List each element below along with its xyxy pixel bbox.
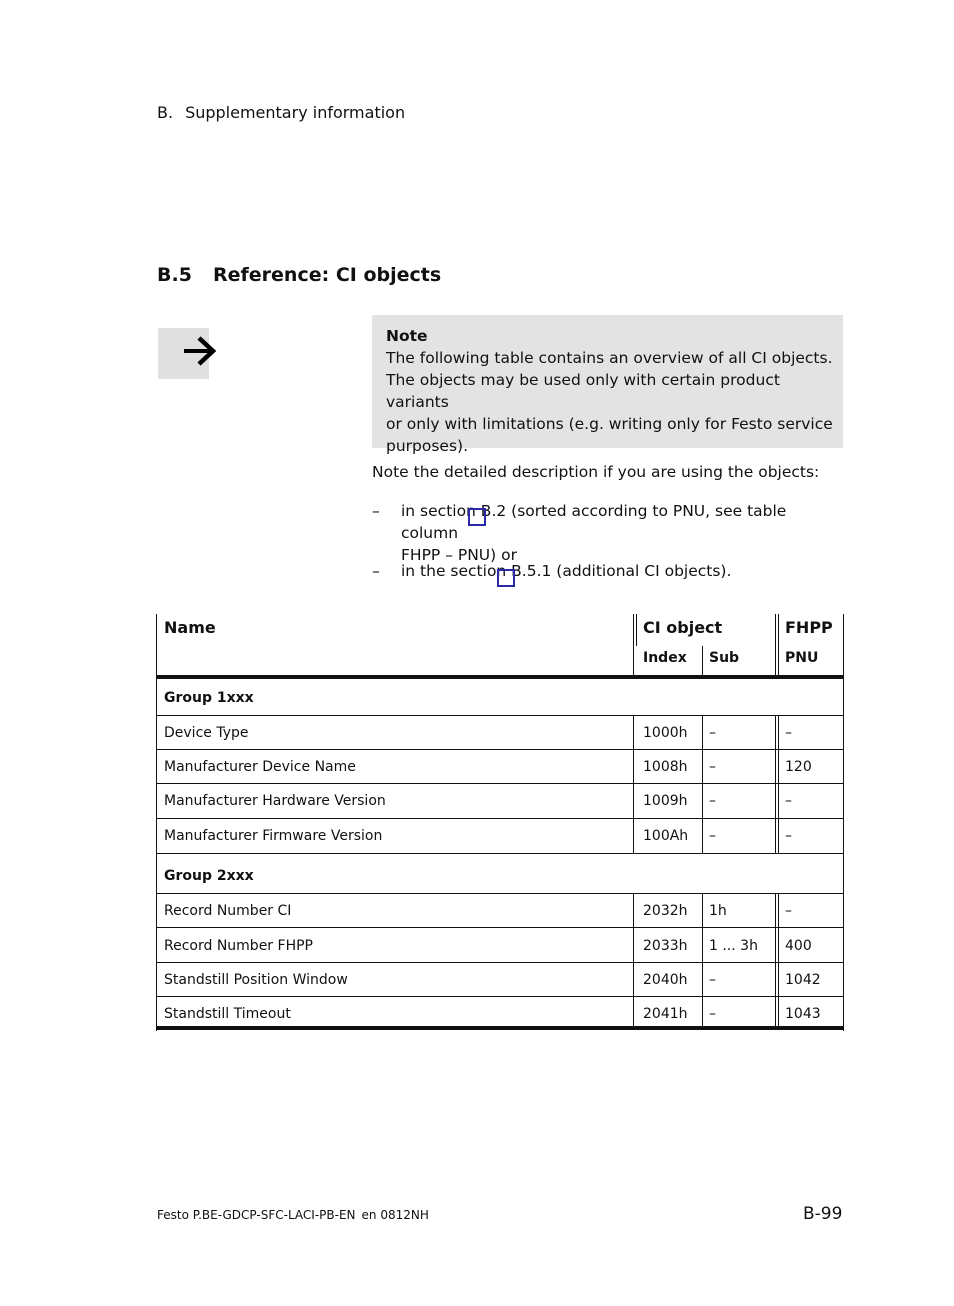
cell-pnu: 120 [785, 759, 812, 775]
cell-sub: 1 ... 3h [709, 938, 758, 954]
cell-index: 2041h [643, 1006, 688, 1022]
column-header-ci-object: CI object [643, 618, 723, 637]
section-heading [157, 264, 441, 286]
cell-index: 100Ah [643, 828, 689, 844]
cell-name: Manufacturer Firmware Version [164, 828, 383, 844]
intro-text: Note the detailed description if you are using the objects: [372, 463, 820, 481]
cell-index: 1008h [643, 759, 688, 775]
cell-sub: – [709, 1006, 716, 1022]
cell-sub: – [709, 828, 716, 844]
cell-pnu: – [785, 793, 792, 809]
cell-index: 1000h [643, 725, 688, 741]
cell-sub: – [709, 725, 716, 741]
cell-pnu: 400 [785, 938, 812, 954]
note-line: The following table contains an overview of all CI objects. [386, 349, 833, 367]
cell-name: Standstill Timeout [164, 1006, 291, 1022]
note-box [372, 315, 843, 455]
bullet-line: FHPP – PNU) or [401, 546, 517, 564]
bullet-item [372, 560, 847, 582]
cell-pnu: – [785, 828, 792, 844]
footer-doc: Festo P.BE-GDCP-SFC-LACI-PB-EN [157, 1208, 356, 1222]
note-icon-box [158, 328, 209, 379]
note-line: or only with limitations (e.g. writing only for Festo service [386, 415, 833, 433]
footer-lang: en 0812NH [361, 1208, 429, 1222]
cell-sub: 1h [709, 903, 727, 919]
group-label: Group 1xxx [164, 690, 254, 706]
cell-pnu: – [785, 725, 792, 741]
cell-pnu: 1042 [785, 972, 821, 988]
footer-document-id [157, 1208, 429, 1222]
cell-pnu: 1043 [785, 1006, 821, 1022]
page-number: B-99 [803, 1204, 843, 1224]
bullet-item [372, 500, 847, 564]
cell-name: Device Type [164, 725, 249, 741]
cell-name: Standstill Position Window [164, 972, 348, 988]
note-line: The objects may be used only with certain product variants [386, 371, 780, 411]
cell-name: Record Number CI [164, 903, 292, 919]
cell-sub: – [709, 759, 716, 775]
cell-index: 2040h [643, 972, 688, 988]
bullet-dash: – [372, 562, 380, 580]
note-line: purposes). [386, 437, 469, 455]
bullet-dash: – [372, 502, 380, 520]
cross-reference-link[interactable] [468, 508, 486, 526]
cell-index: 2032h [643, 903, 688, 919]
cell-name: Manufacturer Device Name [164, 759, 356, 775]
cell-index: 1009h [643, 793, 688, 809]
bullet-line: in section B.2 (sorted according to PNU, see table column [401, 502, 787, 542]
arrow-right-icon [182, 333, 218, 369]
ci-objects-table [156, 614, 844, 1031]
cross-reference-link[interactable] [497, 569, 515, 587]
cell-name: Record Number FHPP [164, 938, 313, 954]
section-number: B.5 [157, 264, 192, 286]
running-header-title: Supplementary information [185, 103, 406, 122]
column-header-index: Index [643, 650, 687, 666]
cell-pnu: – [785, 903, 792, 919]
cell-sub: – [709, 972, 716, 988]
group-label: Group 2xxx [164, 868, 254, 884]
note-title: Note [386, 327, 428, 345]
column-header-fhpp: FHPP [785, 618, 833, 637]
bullet-line: in the section B.5.1 (additional CI objects). [401, 562, 732, 580]
cell-name: Manufacturer Hardware Version [164, 793, 386, 809]
running-header-number: B. [157, 103, 174, 122]
section-title: Reference: CI objects [213, 264, 442, 286]
running-header [157, 103, 405, 122]
column-header-pnu: PNU [785, 650, 819, 666]
cell-sub: – [709, 793, 716, 809]
column-header-name: Name [164, 618, 216, 637]
column-header-sub: Sub [709, 650, 740, 666]
cell-index: 2033h [643, 938, 688, 954]
